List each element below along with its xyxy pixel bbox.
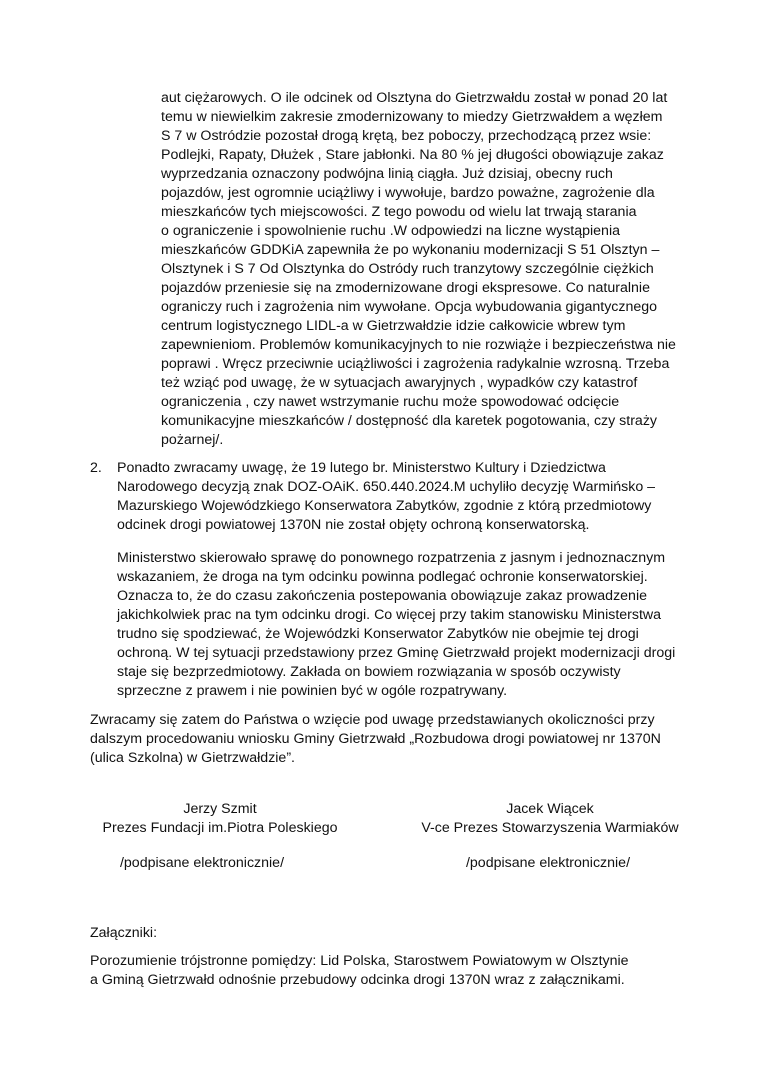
text-line: a Gminą Gietrzwałd odnośnie przebudowy odcinka drogi 1370N wraz z załącznikami. (90, 972, 625, 988)
text-line: temu w niewielkim zakresie zmodernizowany to miedzy Gietrzwałdem a węzłem (161, 109, 663, 125)
text-line: Porozumienie trójstronne pomiędzy: Lid Polska, Starostwem Powiatowym w Olsztynie (90, 953, 629, 969)
text-line: pojazdów przeniesie się na zmodernizowane drogi ekspresowe. Co naturalnie (161, 280, 650, 296)
text-line: poprawi . Wręcz przeciwnie uciążliwości i zagrożenia radykalnie wzrosną. Trzeba (161, 356, 670, 372)
text-line: pojazdów, jest ogromnie uciążliwy i wywołuje, bardzo poważne, zagrożenie dla (161, 185, 655, 201)
text-line: Mazurskiego Wojewódzkiego Konserwatora Zabytków, zgodnie z którą przedmiotowy (117, 498, 652, 514)
text-line: o ograniczenie i spowolnienie ruchu .W odpowiedzi na liczne wystąpienia (161, 223, 620, 239)
text-line: zapewnieniom. Problemów komunikacyjnych to nie rozwiąże i bezpieczeństwa nie (161, 337, 676, 353)
text-line: mieszkańców tych miejscowości. Z tego powodu od wielu lat trwają starania (161, 204, 637, 220)
text-line: trudno się spodziewać, że Wojewódzki Konserwator Zabytków nie obejmie tej drogi (117, 626, 639, 642)
text-line: Oznacza to, że do czasu zakończenia postepowania obowiązuje zakaz prowadzenie (117, 588, 647, 604)
text-line: ograniczenia , czy nawet wstrzymanie ruchu może spowodować odcięcie (161, 394, 620, 410)
text-line: też wziąć pod uwagę, że w sytuacjach awaryjnych , wypadków czy katastrof (161, 375, 638, 391)
text-line: Ponadto zwracamy uwagę, że 19 lutego br. Ministerstwo Kultury i Dziedzictwa (117, 460, 606, 476)
signed-note: /podpisane elektronicznie/ (465, 855, 631, 871)
signed-note: /podpisane elektronicznie/ (119, 855, 285, 871)
text-line: ochroną. W tej sytuacji przedstawiony przez Gminę Gietrzwałd projekt modernizacji drogi (117, 645, 676, 661)
list-number: 2. (90, 460, 102, 476)
text-line: mieszkańców GDDKiA zapewniła że po wykonaniu modernizacji S 51 Olsztyn – (161, 242, 660, 258)
text-line: staje się bezprzedmiotowy. Zakłada on bowiem rozwiązania w sposób oczywisty (117, 664, 621, 680)
text-line: Podlejki, Rapaty, Dłużek , Stare jabłonki. Na 80 % jej długości obowiązuje zakaz (161, 147, 664, 163)
text-line: odcinek drogi powiatowej 1370N nie został objęty ochroną konserwatorską. (117, 517, 590, 533)
text-line: ograniczy ruch i zagrożenia nim wywołane. Opcja wybudowania gigantycznego (161, 299, 658, 315)
signatory-title: Prezes Fundacji im.Piotra Poleskiego (102, 820, 338, 836)
text-line: sprzeczne z prawem i nie powinien być w ogóle rozpatrywany. (117, 683, 508, 699)
text-line: Narodowego decyzją znak DOZ-OAiK. 650.440.2024.M uchyliło decyzję Warmińsko – (117, 479, 656, 495)
text-line: S 7 w Ostródzie pozostał drogą krętą, bez poboczy, przechodzącą przez wsie: (161, 128, 652, 144)
text-line: wyprzedzania oznaczony podwójna linią ciągła. Już dzisiaj, obecny ruch (161, 166, 613, 182)
text-line: Ministerstwo skierowało sprawę do ponownego rozpatrzenia z jasnym i jednoznacznym (117, 550, 666, 566)
text-line: Zwracamy się zatem do Państwa o wzięcie pod uwagę przedstawianych okoliczności przy (90, 712, 655, 728)
text-line: komunikacyjne mieszkańców / dostępność dla karetek pogotowania, czy straży (161, 413, 658, 429)
attachments-heading: Załączniki: (90, 925, 158, 941)
text-line: jakichkolwiek prac na tym odcinku drogi. Co więcej przy takim stanowisku Ministerstwa (117, 607, 662, 623)
text-line: dalszym procedowaniu wniosku Gminy Gietrzwałd „Rozbudowa drogi powiatowej nr 1370N (90, 731, 661, 747)
text-line: centrum logistycznego LIDL-a w Gietrzwałdzie idzie całkowicie wbrew tym (161, 318, 626, 334)
text-line: pożarnej/. (161, 432, 224, 448)
text-line: wskazaniem, że droga na tym odcinku powinna podlegać ochronie konserwatorskiej. (117, 569, 648, 585)
text-line: Olsztynek i S 7 Od Olsztynka do Ostródy ruch tranzytowy szczególnie ciężkich (161, 261, 654, 277)
signatory-name: Jerzy Szmit (183, 801, 257, 817)
text-line: aut ciężarowych. O ile odcinek od Olsztyna do Gietrzwałdu został w ponad 20 lat (161, 90, 668, 106)
signatory-name: Jacek Wiącek (506, 801, 594, 817)
signatory-title: V-ce Prezes Stowarzyszenia Warmiaków (421, 820, 679, 836)
text-line: (ulica Szkolna) w Gietrzwałdzie”. (90, 750, 295, 766)
